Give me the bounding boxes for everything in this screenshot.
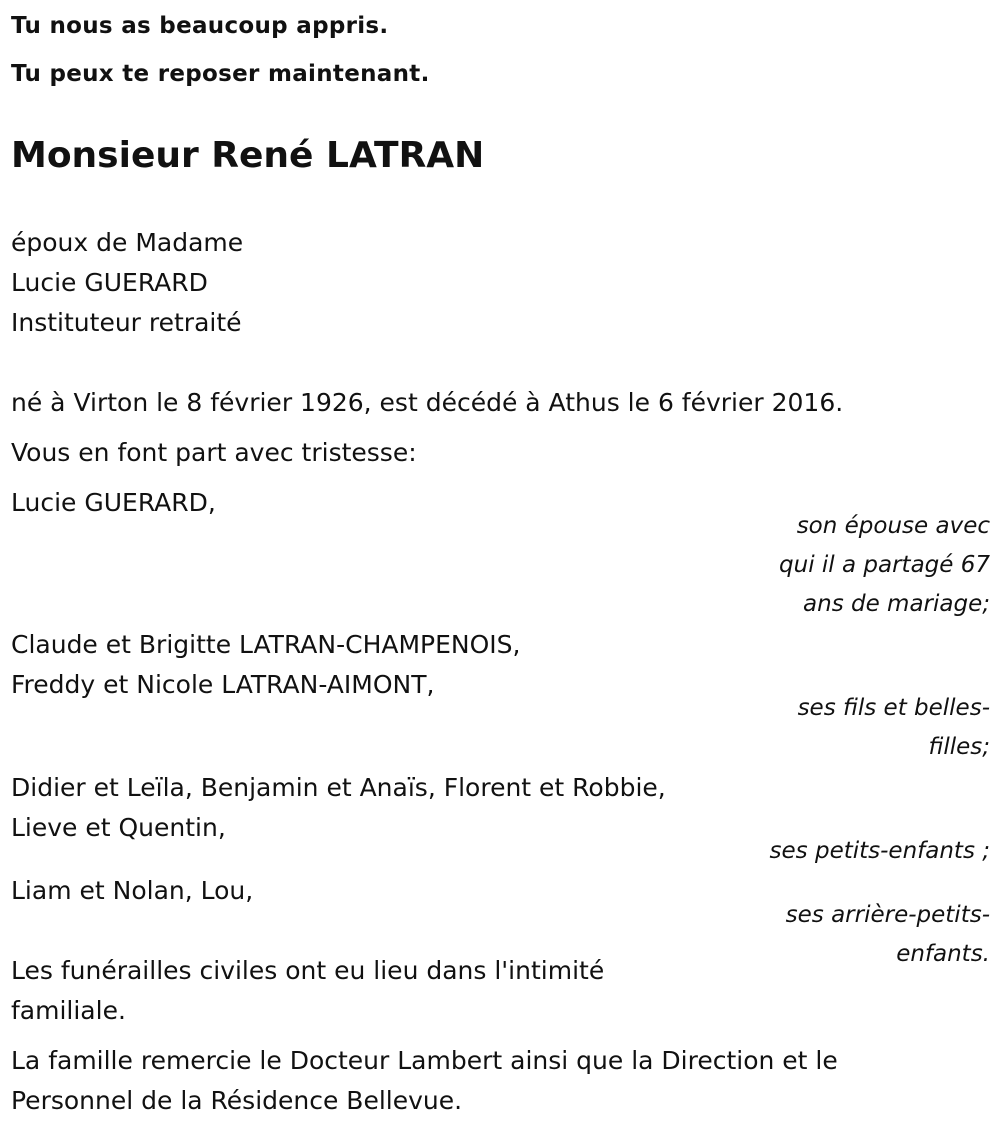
great-grandchildren-names: Liam et Nolan, Lou, <box>11 876 254 905</box>
great-grandchildren-relation <box>786 896 990 974</box>
children-relation-line: ses fils et belles- <box>797 695 990 721</box>
thanks-line-2: Personnel de la Résidence Bellevue. <box>11 1086 463 1115</box>
spouse-relation-line: ans de mariage; <box>803 591 990 617</box>
funeral-line-2: familiale. <box>11 996 126 1025</box>
grandchildren-relation <box>770 832 990 871</box>
thanks-line-1: La famille remercie le Docteur Lambert ainsi que la Direction et le <box>11 1046 838 1075</box>
spouse-relation-line: qui il a partagé 67 <box>779 552 990 578</box>
birth-death-statement: né à Virton le 8 février 1926, est décédé à Athus le 6 février 2016. <box>11 388 844 417</box>
great-grandchildren-relation-line: ses arrière-petits- <box>785 902 990 928</box>
spouse-relation <box>779 507 990 624</box>
spouse-relation-line: son épouse avec <box>796 513 990 539</box>
announcement-intro: Vous en font part avec tristesse: <box>11 438 417 467</box>
children-names-line-2: Freddy et Nicole LATRAN-AIMONT, <box>11 670 435 699</box>
epigraph-line-1: Tu nous as beaucoup appris. <box>11 13 389 39</box>
grandchildren-relation-line: ses petits-enfants ; <box>769 838 990 864</box>
funeral-line-1: Les funérailles civiles ont eu lieu dans l'intimité <box>11 956 605 985</box>
grandchildren-names-line-1: Didier et Leïla, Benjamin et Anaïs, Florent et Robbie, <box>11 773 666 802</box>
spouse-names: Lucie GUERARD, <box>11 488 216 517</box>
deceased-name: Monsieur René LATRAN <box>11 135 485 176</box>
profession: Instituteur retraité <box>11 308 242 337</box>
children-relation <box>798 689 990 767</box>
epigraph-line-2: Tu peux te reposer maintenant. <box>11 61 430 87</box>
grandchildren-names-line-2: Lieve et Quentin, <box>11 813 226 842</box>
children-names-line-1: Claude et Brigitte LATRAN-CHAMPENOIS, <box>11 630 521 659</box>
spouse-line-1: époux de Madame <box>11 228 244 257</box>
children-relation-line: filles; <box>928 734 990 760</box>
great-grandchildren-relation-line: enfants. <box>896 941 990 967</box>
spouse-line-2: Lucie GUERARD <box>11 268 208 297</box>
